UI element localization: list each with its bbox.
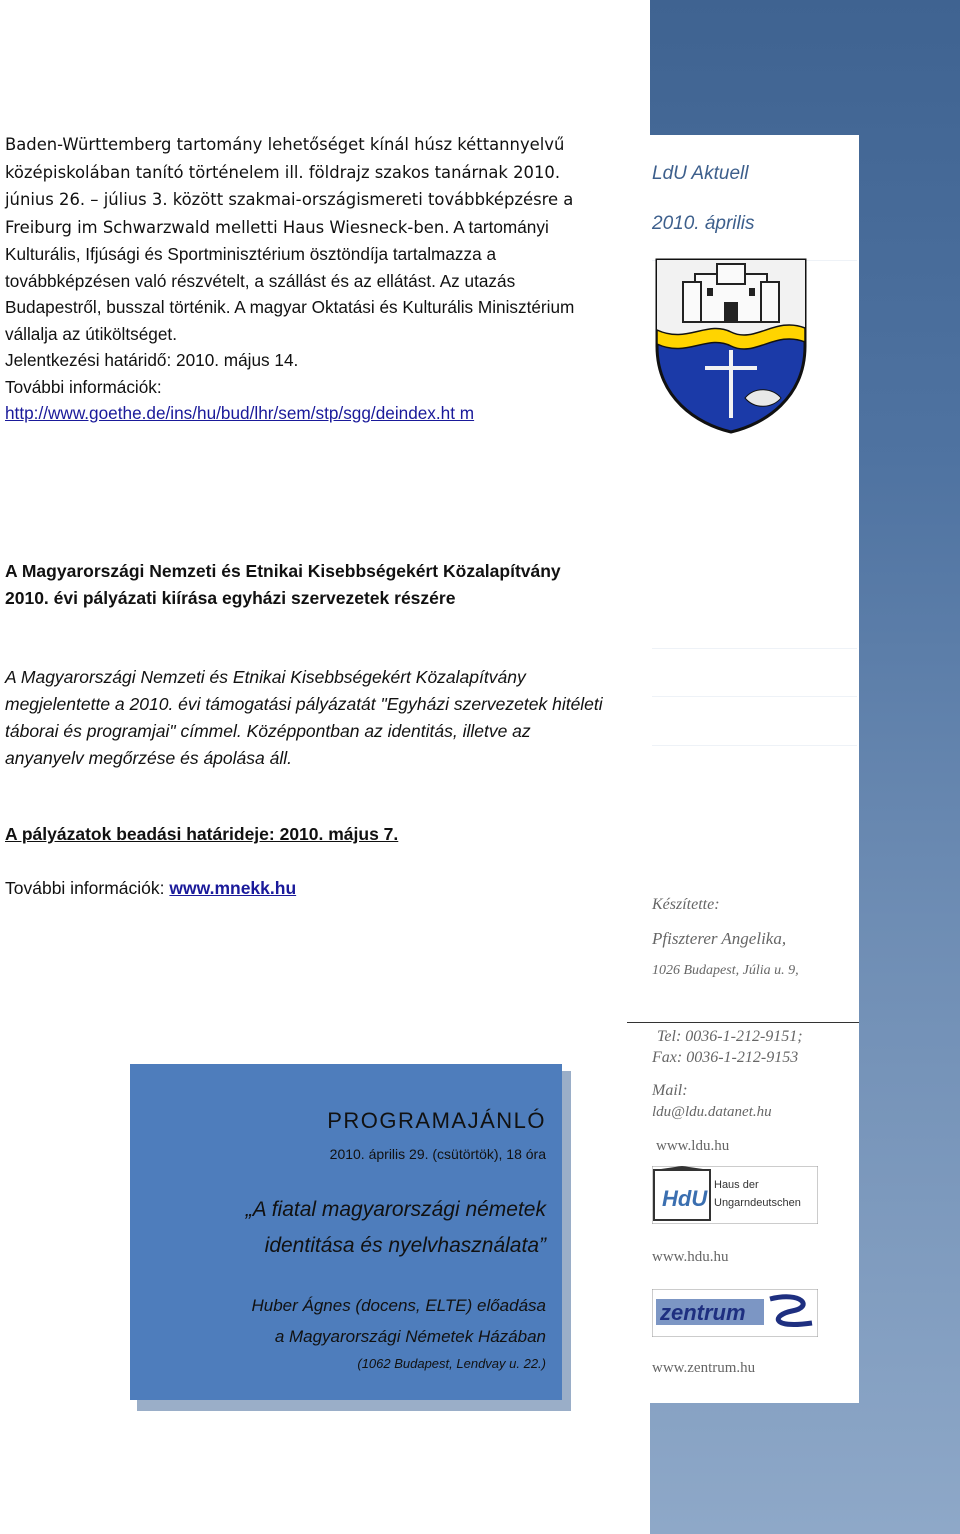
mail-address[interactable]: ldu@ldu.datanet.hu bbox=[652, 1104, 772, 1120]
author-name: Pfiszterer Angelika, bbox=[652, 929, 787, 948]
phone-number: Tel: 0036-1-212-9151; bbox=[657, 1028, 803, 1045]
prepared-by-label: Készítette: bbox=[652, 896, 720, 913]
program-venue: a Magyarországi Németek Házában bbox=[274, 1327, 546, 1346]
goethe-paragraph bbox=[5, 131, 605, 427]
hdu-monogram: HdU bbox=[662, 1186, 708, 1211]
sidebar-divider bbox=[652, 745, 857, 746]
contact-separator bbox=[627, 1022, 859, 1023]
program-box bbox=[130, 1064, 562, 1400]
program-speaker: Huber Ágnes (docens, ELTE) előadása bbox=[251, 1296, 546, 1315]
coat-of-arms-icon bbox=[655, 258, 807, 434]
mail-label: Mail: bbox=[652, 1082, 688, 1099]
sidebar-divider bbox=[652, 696, 857, 697]
goethe-link[interactable]: http://www.goethe.de/ins/hu/bud/lhr/sem/stp/sgg/deindex.ht m bbox=[5, 403, 475, 423]
more-info-label: További információk: bbox=[5, 376, 162, 397]
program-topic-line2: identitása és nyelvhasználata” bbox=[264, 1234, 546, 1257]
hdu-logo-icon[interactable] bbox=[652, 1166, 818, 1224]
newsletter-date: 2010. április bbox=[652, 213, 755, 234]
paragraph-details: A tartományi Kulturális, Ifjúsági és Sportminisztérium ösztöndíja tartalmazza a továbbképzésen való részvételt, a szállást és az ellátást. Az utazás Budapestről, busszal történik. A magyar Oktatási és Kulturális Minisztérium vállalja az útiköltséget. bbox=[5, 216, 575, 344]
newsletter-title: LdU Aktuell bbox=[652, 163, 749, 184]
application-deadline: Jelentkezési határidő: 2010. május 14. bbox=[5, 350, 299, 370]
more-info-text: További információk: bbox=[5, 878, 170, 898]
submission-deadline: A pályázatok beadási határideje: 2010. május 7. bbox=[5, 824, 399, 844]
more-info-line bbox=[5, 878, 296, 899]
fax-number: Fax: 0036-1-212-9153 bbox=[652, 1049, 799, 1066]
zentrum-website-link[interactable]: www.zentrum.hu bbox=[652, 1360, 756, 1376]
paragraph-intro: Baden-Württemberg tartomány lehetőséget kínál húsz kéttannyelvű középiskolában tanító történelem ill. földrajz szakos tanárnak 2010. június 26. – július 3. között szakmai-országismereti továbbképzésre a Freiburg im Schwarzwald melletti Haus Wiesneck-ben. bbox=[5, 135, 574, 237]
hdu-logo-line1: Haus der bbox=[714, 1179, 759, 1191]
program-date: 2010. április 29. (csütörtök), 18 óra bbox=[329, 1146, 546, 1162]
program-title: PROGRAMAJÁNLÓ bbox=[327, 1108, 546, 1133]
sidebar-divider bbox=[652, 648, 857, 649]
program-address: (1062 Budapest, Lendvay u. 22.) bbox=[357, 1356, 546, 1371]
zentrum-logo-text: zentrum bbox=[660, 1300, 746, 1325]
grant-paragraph: A Magyarországi Nemzeti és Etnikai Kisebbségekért Közalapítvány megjelentette a 2010. évi támogatási pályázatát "Egyházi szervezetek hitéleti táborai és programjai" címmel. Középpontban az identitás, illetve az anyanyelv megőrzése és ápolása áll. bbox=[5, 667, 603, 768]
hdu-logo-line2: Ungarndeutschen bbox=[714, 1197, 801, 1209]
hdu-website-link[interactable]: www.hdu.hu bbox=[652, 1249, 729, 1265]
ldu-website-link[interactable]: www.ldu.hu bbox=[656, 1138, 730, 1154]
grant-heading: A Magyarországi Nemzeti és Etnikai Kisebbségekért Közalapítvány 2010. évi pályázati kiírása egyházi szervezetek részére bbox=[5, 561, 561, 608]
program-topic-line1: „A fiatal magyarországi németek bbox=[245, 1198, 546, 1221]
zentrum-logo-icon[interactable] bbox=[652, 1289, 818, 1337]
author-address: 1026 Budapest, Júlia u. 9, bbox=[652, 963, 799, 978]
mnekk-link[interactable]: www.mnekk.hu bbox=[169, 878, 297, 898]
